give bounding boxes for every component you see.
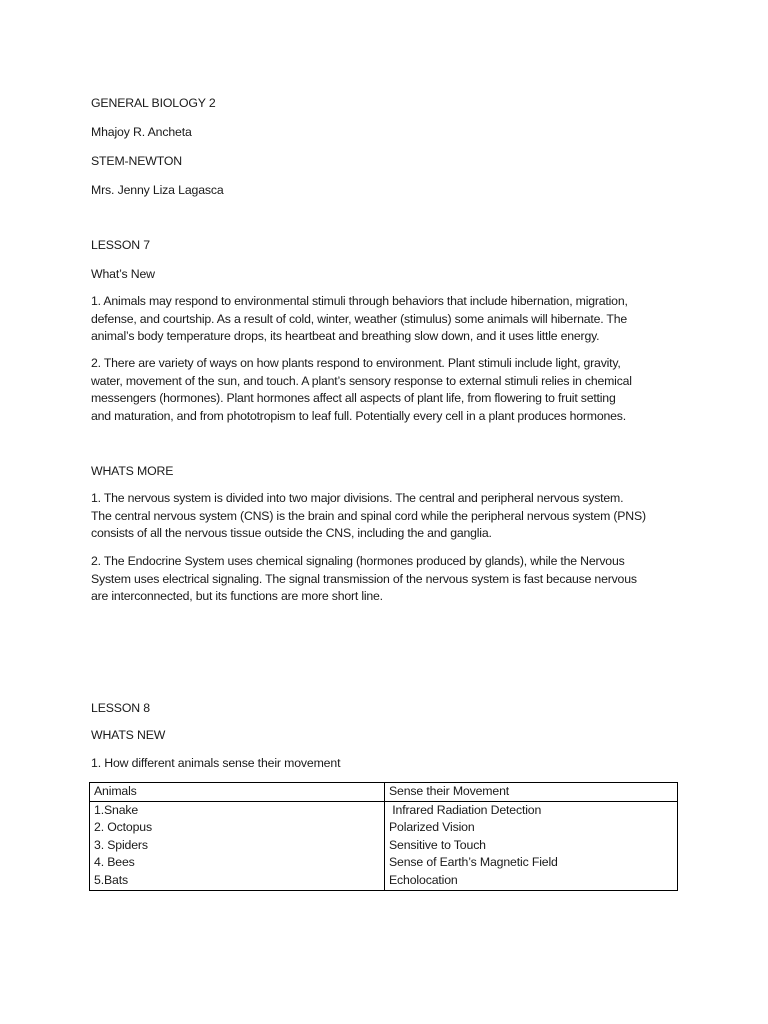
lesson8-whats-new-heading: WHATS NEW: [91, 728, 166, 742]
sense-cell: Echolocation: [389, 872, 458, 887]
whats-more-paragraph-1: [91, 490, 691, 543]
table-row: [90, 872, 678, 890]
sense-cell: Sense of Earth’s Magnetic Field: [389, 855, 558, 870]
paragraph-line: 1. Animals may respond to environmental stimuli through behaviors that include hibernation, migration,: [91, 294, 628, 308]
table-row: [90, 819, 678, 837]
lesson8-title: LESSON 8: [91, 701, 150, 715]
paragraph-line: The central nervous system (CNS) is the brain and spinal cord while the peripheral nervous system (PNS): [91, 508, 646, 523]
table-row: [90, 837, 678, 855]
lesson7-whats-new-heading: What’s New: [91, 267, 155, 281]
animal-cell: 3. Spiders: [90, 837, 385, 855]
sense-cell: Sensitive to Touch: [389, 837, 486, 852]
paragraph-line: are interconnected, but its functions are more short line.: [91, 589, 383, 604]
paragraph-line: water, movement of the sun, and touch. A plant’s sensory response to external stimuli relies in chemical: [91, 373, 632, 388]
whats-more-paragraph-2: [91, 553, 691, 606]
paragraph-line: messengers (hormones). Plant hormones affect all aspects of plant life, from flowering to fruit setting: [91, 391, 616, 406]
teacher-name: Mrs. Jenny Liza Lagasca: [91, 183, 224, 197]
column-header-sense: Sense their Movement: [385, 783, 678, 802]
paragraph-line: System uses electrical signaling. The signal transmission of the nervous system is fast because nervous: [91, 571, 637, 586]
lesson8-question: 1. How different animals sense their movement: [91, 756, 341, 770]
paragraph-line: 2. There are variety of ways on how plants respond to environment. Plant stimuli include light, gravity,: [91, 356, 621, 370]
sense-cell: Infrared Radiation Detection: [389, 802, 542, 817]
lesson7-whats-new-paragraph-1: [91, 293, 691, 346]
subject-heading: GENERAL BIOLOGY 2: [91, 96, 216, 110]
paragraph-line: and maturation, and from phototropism to leaf full. Potentially every cell in a plant produces hormones.: [91, 408, 626, 423]
paragraph-line: consists of all the nervous tissue outside the CNS, including the and ganglia.: [91, 526, 492, 541]
lesson7-whats-new-paragraph-2: [91, 355, 691, 425]
paragraph-line: defense, and courtship. As a result of cold, winter, weather (stimulus) some animals will hibernate. The: [91, 311, 628, 326]
section-name: STEM-NEWTON: [91, 154, 183, 168]
column-header-animals: Animals: [90, 783, 385, 802]
table-header-row: [90, 783, 678, 802]
animal-cell: 1.Snake: [90, 801, 385, 819]
animal-cell: 5.Bats: [90, 872, 385, 890]
animal-cell: 2. Octopus: [90, 819, 385, 837]
student-name: Mhajoy R. Ancheta: [91, 125, 192, 139]
table-row: [90, 854, 678, 872]
table-row: [90, 801, 678, 819]
paragraph-line: animal’s body temperature drops, its heartbeat and breathing slow down, and it uses little energy.: [91, 329, 600, 344]
whats-more-heading: WHATS MORE: [91, 464, 174, 478]
lesson7-title: LESSON 7: [91, 238, 150, 252]
paragraph-line: 1. The nervous system is divided into two major divisions. The central and peripheral nervous system.: [91, 491, 624, 505]
animal-senses-table: [89, 782, 678, 891]
animal-cell: 4. Bees: [90, 854, 385, 872]
sense-cell: Polarized Vision: [389, 820, 475, 835]
paragraph-line: 2. The Endocrine System uses chemical signaling (hormones produced by glands), while the Nervous: [91, 554, 625, 568]
